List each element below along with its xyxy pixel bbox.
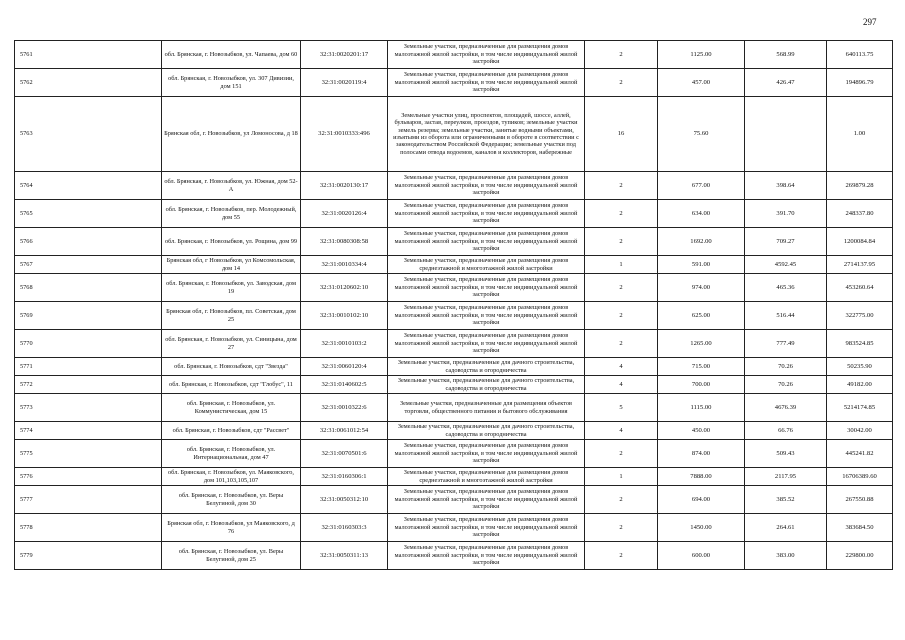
cell-address: Брянская обл, г Новозыбков, ул Комсомольская, дом 14 xyxy=(162,256,301,274)
cell-number: 5762 xyxy=(15,69,162,97)
cell-land-use-purpose: Земельные участки, предназначенные для размещения домов малоэтажной жилой застройки, в том числе индивидуальной жилой застройки xyxy=(388,200,585,228)
cell-land-use-purpose: Земельные участки, предназначенные для размещения домов среднеэтажной и многоэтажной жилой застройки xyxy=(388,468,585,486)
cell-area: 600.00 xyxy=(658,542,745,570)
cell-group: 2 xyxy=(585,542,658,570)
table-row xyxy=(15,542,893,570)
cell-cadastral-value: 1200084.84 xyxy=(827,228,893,256)
page-number: 297 xyxy=(863,17,877,27)
table-row xyxy=(15,97,893,172)
cell-address: обл. Брянская, г. Новозыбков, ул. Маяковского, дом 101,103,105,107 xyxy=(162,468,301,486)
cell-address: обл. Брянская, г. Новозыбков, ул. Веры Белугиной, дом 25 xyxy=(162,542,301,570)
cell-cadastral-number: 32:31:0080308:58 xyxy=(301,228,388,256)
table-row xyxy=(15,422,893,440)
cell-address: обл. Брянская, г. Новозыбков, ул. Чапаева, дом 60 xyxy=(162,41,301,69)
cell-cadastral-number: 32:31:0160306:1 xyxy=(301,468,388,486)
cell-group: 2 xyxy=(585,440,658,468)
cell-address: обл. Брянская, г. Новозыбков, ул. Веры Белугиной, дом 30 xyxy=(162,486,301,514)
cell-area: 974.00 xyxy=(658,274,745,302)
cell-area: 677.00 xyxy=(658,172,745,200)
cell-number: 5767 xyxy=(15,256,162,274)
cell-specific-value: 383.00 xyxy=(745,542,827,570)
cell-group: 1 xyxy=(585,256,658,274)
cell-cadastral-value: 49182.00 xyxy=(827,376,893,394)
table-row xyxy=(15,330,893,358)
cell-area: 591.00 xyxy=(658,256,745,274)
cell-specific-value: 2117.95 xyxy=(745,468,827,486)
cell-address: Брянская обл, г. Новозыбков, ул Ломоносова, д 18 xyxy=(162,97,301,172)
cell-cadastral-number: 32:31:0010334:4 xyxy=(301,256,388,274)
cell-cadastral-number: 32:31:0070501:6 xyxy=(301,440,388,468)
cell-number: 5768 xyxy=(15,274,162,302)
cell-land-use-purpose: Земельные участки, предназначенные для дачного строительства, садоводства и огородничества xyxy=(388,422,585,440)
cell-address: обл. Брянская, г. Новозыбков, сдт "Рассвет" xyxy=(162,422,301,440)
cell-address: обл. Брянская, г. Новозыбков, ул. Рощина, дом 99 xyxy=(162,228,301,256)
cell-specific-value: 70.26 xyxy=(745,358,827,376)
cell-number: 5764 xyxy=(15,172,162,200)
cell-group: 2 xyxy=(585,274,658,302)
table-row xyxy=(15,274,893,302)
cell-group: 2 xyxy=(585,330,658,358)
cell-cadastral-number: 32:31:0010333:496 xyxy=(301,97,388,172)
cell-cadastral-value: 16706389.60 xyxy=(827,468,893,486)
cell-cadastral-number: 32:31:0120602:10 xyxy=(301,274,388,302)
cell-address: обл. Брянская, г. Новозыбков, сдт "Звезда" xyxy=(162,358,301,376)
cell-land-use-purpose: Земельные участки, предназначенные для размещения домов малоэтажной жилой застройки, в том числе индивидуальной жилой застройки xyxy=(388,274,585,302)
cell-land-use-purpose: Земельные участки, предназначенные для размещения домов малоэтажной жилой застройки, в том числе индивидуальной жилой застройки xyxy=(388,172,585,200)
cell-address: Брянская обл, г. Новозыбков, пл. Советская, дом 25 xyxy=(162,302,301,330)
cell-cadastral-number: 32:31:0010103:2 xyxy=(301,330,388,358)
cell-group: 16 xyxy=(585,97,658,172)
cell-number: 5778 xyxy=(15,514,162,542)
cell-number: 5761 xyxy=(15,41,162,69)
cell-number: 5776 xyxy=(15,468,162,486)
cell-cadastral-number: 32:31:0050312:10 xyxy=(301,486,388,514)
cell-specific-value: 385.52 xyxy=(745,486,827,514)
cell-number: 5777 xyxy=(15,486,162,514)
cell-area: 874.00 xyxy=(658,440,745,468)
cell-specific-value: 264.61 xyxy=(745,514,827,542)
cell-group: 2 xyxy=(585,41,658,69)
cell-specific-value: 516.44 xyxy=(745,302,827,330)
cell-address: Брянская обл, г. Новозыбков, ул Маяковского, д 76 xyxy=(162,514,301,542)
table-row xyxy=(15,514,893,542)
table-row xyxy=(15,394,893,422)
cell-land-use-purpose: Земельные участки, предназначенные для размещения домов малоэтажной жилой застройки, в том числе индивидуальной жилой застройки xyxy=(388,514,585,542)
table-row xyxy=(15,486,893,514)
cell-land-use-purpose: Земельные участки, предназначенные для размещения домов малоэтажной жилой застройки, в том числе индивидуальной жилой застройки xyxy=(388,542,585,570)
cell-area: 715.00 xyxy=(658,358,745,376)
cell-group: 2 xyxy=(585,486,658,514)
cell-cadastral-value: 2714137.95 xyxy=(827,256,893,274)
cell-address: обл. Брянская, г. Новозыбков, сдт "Глобус", 11 xyxy=(162,376,301,394)
cell-address: обл. Брянская, г. Новозыбков, ул. Интернациональная, дом 47 xyxy=(162,440,301,468)
cell-cadastral-value: 30042.00 xyxy=(827,422,893,440)
cell-area: 1115.00 xyxy=(658,394,745,422)
cell-specific-value: 391.70 xyxy=(745,200,827,228)
table-body xyxy=(15,41,893,570)
cell-cadastral-value: 194896.79 xyxy=(827,69,893,97)
cell-cadastral-value: 50235.90 xyxy=(827,358,893,376)
table-row xyxy=(15,440,893,468)
cell-cadastral-number: 32:31:0160303:3 xyxy=(301,514,388,542)
cell-area: 700.00 xyxy=(658,376,745,394)
cell-group: 4 xyxy=(585,358,658,376)
cell-specific-value: 465.36 xyxy=(745,274,827,302)
table-row xyxy=(15,228,893,256)
cell-group: 2 xyxy=(585,228,658,256)
table-row xyxy=(15,200,893,228)
cell-cadastral-number: 32:31:0020126:4 xyxy=(301,200,388,228)
cell-specific-value: 426.47 xyxy=(745,69,827,97)
cell-land-use-purpose: Земельные участки, предназначенные для размещения домов среднеэтажной и многоэтажной жилой застройки xyxy=(388,256,585,274)
cell-area: 694.00 xyxy=(658,486,745,514)
cell-cadastral-number: 32:31:0060120:4 xyxy=(301,358,388,376)
cell-specific-value: 70.26 xyxy=(745,376,827,394)
cell-cadastral-value: 445241.82 xyxy=(827,440,893,468)
cell-specific-value: 4676.39 xyxy=(745,394,827,422)
cell-group: 4 xyxy=(585,376,658,394)
cell-land-use-purpose: Земельные участки, предназначенные для размещения домов малоэтажной жилой застройки, в том числе индивидуальной жилой застройки xyxy=(388,69,585,97)
cell-group: 2 xyxy=(585,69,658,97)
cell-area: 457.00 xyxy=(658,69,745,97)
cell-land-use-purpose: Земельные участки, предназначенные для размещения домов малоэтажной жилой застройки, в том числе индивидуальной жилой застройки xyxy=(388,302,585,330)
cell-land-use-purpose: Земельные участки, предназначенные для размещения домов малоэтажной жилой застройки, в том числе индивидуальной жилой застройки xyxy=(388,330,585,358)
table-row xyxy=(15,69,893,97)
cell-number: 5779 xyxy=(15,542,162,570)
cell-area: 625.00 xyxy=(658,302,745,330)
cell-group: 5 xyxy=(585,394,658,422)
cell-area: 1692.00 xyxy=(658,228,745,256)
cell-number: 5766 xyxy=(15,228,162,256)
cell-cadastral-number: 32:31:0020201:17 xyxy=(301,41,388,69)
cell-number: 5765 xyxy=(15,200,162,228)
table-row xyxy=(15,41,893,69)
cell-cadastral-value: 269879.28 xyxy=(827,172,893,200)
table-row xyxy=(15,358,893,376)
cell-number: 5772 xyxy=(15,376,162,394)
cell-area: 75.60 xyxy=(658,97,745,172)
cell-area: 1125.00 xyxy=(658,41,745,69)
cell-cadastral-value: 983524.85 xyxy=(827,330,893,358)
cell-cadastral-value: 267550.88 xyxy=(827,486,893,514)
cell-cadastral-number: 32:31:0140602:5 xyxy=(301,376,388,394)
cell-cadastral-number: 32:31:0010322:6 xyxy=(301,394,388,422)
cell-specific-value: 777.49 xyxy=(745,330,827,358)
cell-cadastral-number: 32:31:0010102:10 xyxy=(301,302,388,330)
cell-specific-value: 66.76 xyxy=(745,422,827,440)
cell-area: 634.00 xyxy=(658,200,745,228)
cell-specific-value: 568.99 xyxy=(745,41,827,69)
cell-specific-value: 709.27 xyxy=(745,228,827,256)
cell-number: 5770 xyxy=(15,330,162,358)
table-row xyxy=(15,172,893,200)
cell-cadastral-value: 1.00 xyxy=(827,97,893,172)
cell-address: обл. Брянская, г. Новозыбков, ул. Коммунистическая, дом 15 xyxy=(162,394,301,422)
cell-area: 1265.00 xyxy=(658,330,745,358)
cell-land-use-purpose: Земельные участки, предназначенные для дачного строительства, садоводства и огородничества xyxy=(388,376,585,394)
cell-area: 1450.00 xyxy=(658,514,745,542)
cell-group: 2 xyxy=(585,172,658,200)
cell-number: 5771 xyxy=(15,358,162,376)
cell-area: 450.00 xyxy=(658,422,745,440)
cell-cadastral-value: 5214174.85 xyxy=(827,394,893,422)
cell-cadastral-value: 229800.00 xyxy=(827,542,893,570)
cell-group: 2 xyxy=(585,514,658,542)
cell-cadastral-number: 32:31:0020119:4 xyxy=(301,69,388,97)
cell-specific-value xyxy=(745,97,827,172)
cell-number: 5769 xyxy=(15,302,162,330)
cell-land-use-purpose: Земельные участки, предназначенные для дачного строительства, садоводства и огородничества xyxy=(388,358,585,376)
cell-specific-value: 398.64 xyxy=(745,172,827,200)
cell-land-use-purpose: Земельные участки улиц, проспектов, площадей, шоссе, аллей, бульваров, застав, переулков, проездов, тупиков; земельные участки земель резерва; земельные участки, занятые водными объектами, изъятыми из оборота или ограниченными в обороте в соответствии с законодательством Российской Федерации; земельные участки под полосами отвода водоемов, каналов и коллекторов, набережные xyxy=(388,97,585,172)
cell-number: 5773 xyxy=(15,394,162,422)
cell-address: обл. Брянская, г. Новозыбков, ул. Синицына, дом 27 xyxy=(162,330,301,358)
cell-cadastral-value: 640113.75 xyxy=(827,41,893,69)
table-row xyxy=(15,468,893,486)
cell-number: 5763 xyxy=(15,97,162,172)
cell-cadastral-value: 453260.64 xyxy=(827,274,893,302)
cell-area: 7888.00 xyxy=(658,468,745,486)
cell-cadastral-value: 383684.50 xyxy=(827,514,893,542)
cell-cadastral-number: 32:31:0050311:13 xyxy=(301,542,388,570)
cell-address: обл. Брянская, г. Новозыбков, ул. 307 Дивизии, дом 151 xyxy=(162,69,301,97)
cell-group: 2 xyxy=(585,302,658,330)
table-row xyxy=(15,256,893,274)
cell-group: 1 xyxy=(585,468,658,486)
cell-cadastral-value: 248337.80 xyxy=(827,200,893,228)
cell-number: 5774 xyxy=(15,422,162,440)
cell-land-use-purpose: Земельные участки, предназначенные для размещения домов малоэтажной жилой застройки, в том числе индивидуальной жилой застройки xyxy=(388,486,585,514)
cell-address: обл. Брянская, г. Новозыбков, ул. Заводская, дом 19 xyxy=(162,274,301,302)
cell-address: обл. Брянская, г. Новозыбков, ул. Южная, дом 52-А xyxy=(162,172,301,200)
cadastral-value-table xyxy=(14,40,893,570)
cell-cadastral-value: 322775.00 xyxy=(827,302,893,330)
cell-number: 5775 xyxy=(15,440,162,468)
cell-specific-value: 509.43 xyxy=(745,440,827,468)
cell-group: 2 xyxy=(585,200,658,228)
cell-land-use-purpose: Земельные участки, предназначенные для размещения домов малоэтажной жилой застройки, в том числе индивидуальной жилой застройки xyxy=(388,41,585,69)
cell-address: обл. Брянская, г. Новозыбков, пер. Молодежный, дом 55 xyxy=(162,200,301,228)
cell-cadastral-number: 32:31:0061012:54 xyxy=(301,422,388,440)
cell-specific-value: 4592.45 xyxy=(745,256,827,274)
cell-land-use-purpose: Земельные участки, предназначенные для размещения домов малоэтажной жилой застройки, в том числе индивидуальной жилой застройки xyxy=(388,228,585,256)
table-row xyxy=(15,376,893,394)
table-row xyxy=(15,302,893,330)
cell-land-use-purpose: Земельные участки, предназначенные для размещения объектов торговли, общественного питания и бытового обслуживания xyxy=(388,394,585,422)
cell-land-use-purpose: Земельные участки, предназначенные для размещения домов малоэтажной жилой застройки, в том числе индивидуальной жилой застройки xyxy=(388,440,585,468)
cell-cadastral-number: 32:31:0020130:17 xyxy=(301,172,388,200)
cell-group: 4 xyxy=(585,422,658,440)
